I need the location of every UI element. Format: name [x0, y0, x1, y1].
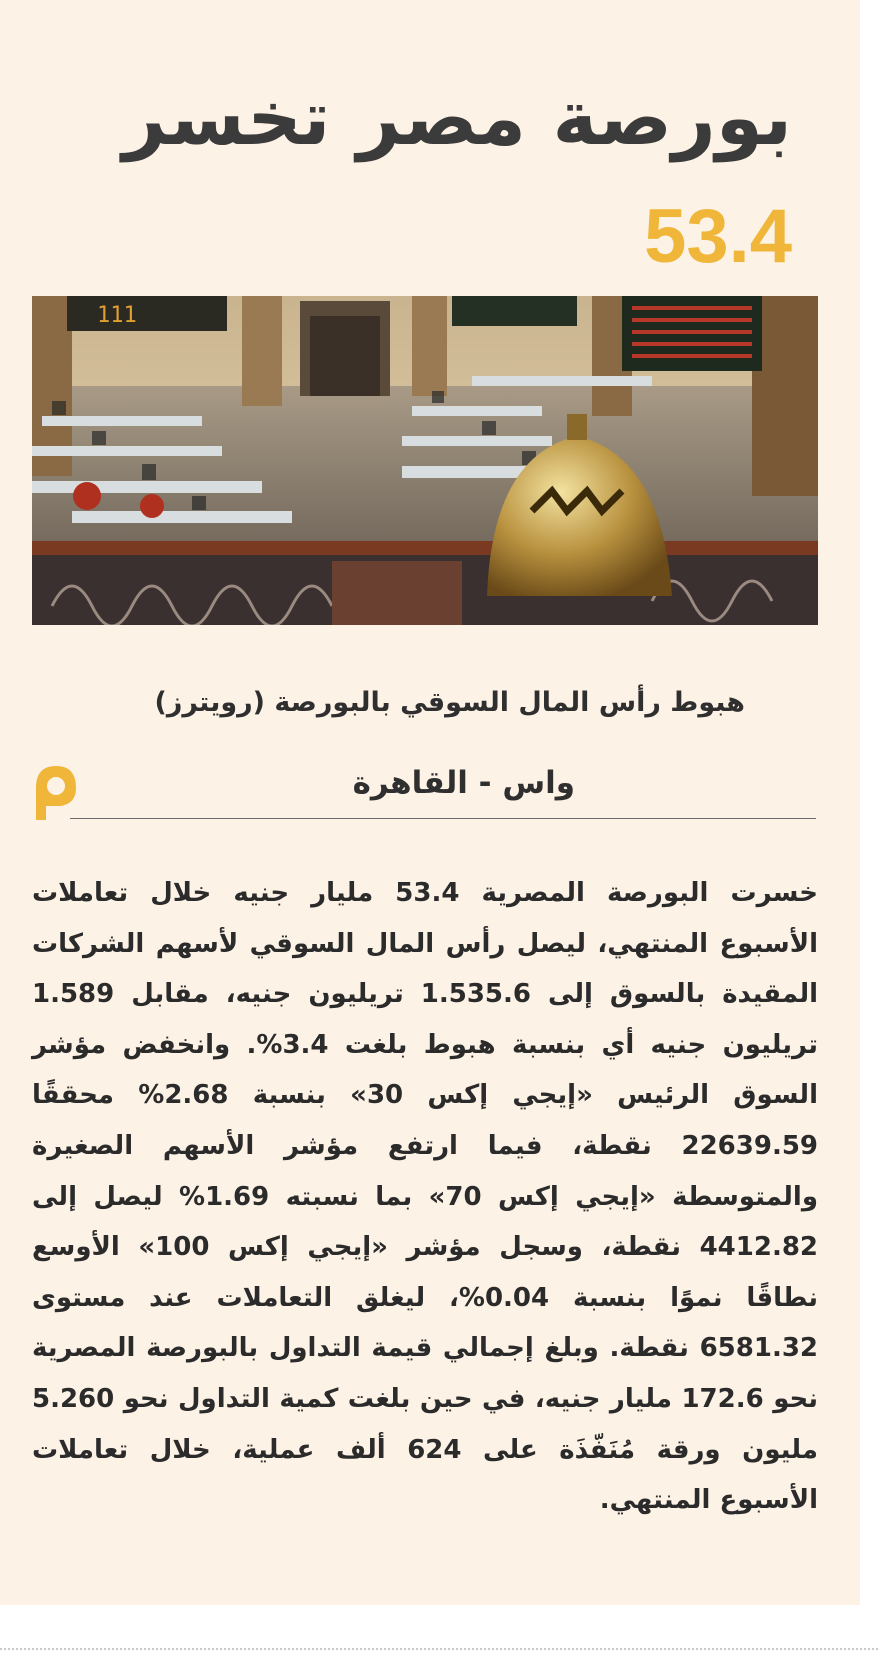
byline-divider — [70, 818, 816, 819]
photo-caption: هبوط رأس المال السوقي بالبورصة (رويترز) — [154, 687, 745, 718]
headline-line1-text: بورصة مصر تخسر — [122, 72, 792, 162]
byline: واس - القاهرة — [352, 765, 575, 801]
page-edge-divider — [0, 1648, 878, 1650]
headline-number: 53.4 — [644, 193, 792, 279]
board-digits: 111 — [97, 303, 137, 328]
stock-exchange-photo — [32, 296, 818, 625]
trading-floor-illustration — [32, 296, 818, 625]
article-body: خسرت البورصة المصرية 53.4 مليار جنيه خلال تعاملات الأسبوع المنتهي، ليصل رأس المال السوقي لأسهم الشركات المقيدة بالسوق إلى 1.535.6 تريليون جنيه، مقابل 1.589 تريليون جنيه أي بنسبة هبوط بلغت 3.4%. وانخفض مؤشر السوق الرئيس «إيجي إكس 30» بنسبة 2.68% محققًا 22639.59 نقطة، فيما ارتفع مؤشر الأسهم الصغيرة والمتوسطة «إيجي إكس 70» بما نسبته 1.69% ليصل إلى 4412.82 نقطة، وسجل مؤشر «إيجي إكس 100» الأوسع نطاقًا نموًا بنسبة 0.04%، ليغلق التعاملات عند مستوى 6581.32 نقطة. وبلغ إجمالي قيمة التداول بالبورصة المصرية نحو 172.6 مليار جنيه، في حين بلغت كمية التداول نحو 5.260 مليون ورقة مُنَفّذَة على 624 ألف عملية، خلال تعاملات الأسبوع المنتهي. — [32, 878, 819, 1516]
initial-letter-badge-icon — [32, 760, 80, 824]
